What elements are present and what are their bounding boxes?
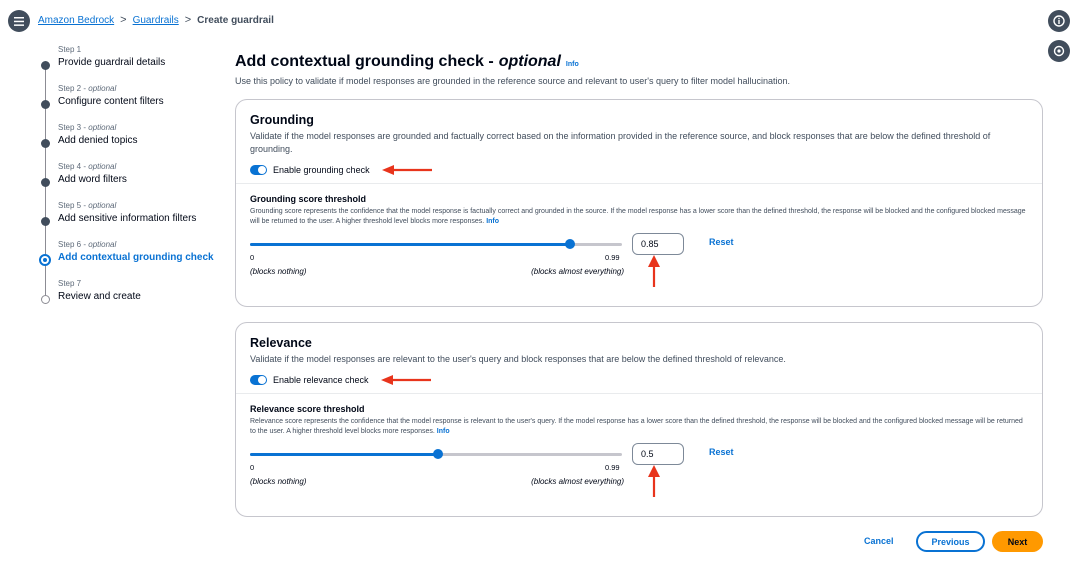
step-item[interactable] (38, 240, 228, 279)
relevance-threshold-description: Relevance score represents the confidence that the model response is relevant to the user's query. If the model response has a lower score than the defined threshold, the response will be blocked and the configured blocked message will be returned to the user. A higher threshold level blocks more responses. Info (250, 418, 1023, 435)
grounding-title: Grounding (250, 113, 314, 127)
wizard-steps (38, 45, 228, 318)
info-circle-icon (1053, 15, 1065, 27)
grounding-slider[interactable] (250, 243, 622, 246)
info-panel-button[interactable] (1048, 10, 1070, 32)
grounding-threshold-input[interactable] (632, 233, 684, 255)
badge-icon (1053, 45, 1065, 57)
slider-max-caption: (blocks almost everything) (531, 267, 624, 276)
notifications-button[interactable] (1048, 40, 1070, 62)
breadcrumb-separator: > (184, 14, 192, 26)
slider-max-label: 0.99 (605, 253, 620, 262)
step-number: Step 7 (58, 279, 82, 288)
relevance-panel (235, 322, 1043, 517)
grounding-panel (235, 99, 1043, 307)
annotation-arrow-left (381, 375, 431, 385)
relevance-toggle[interactable] (250, 375, 267, 385)
relevance-slider[interactable] (250, 453, 622, 456)
slider-min-caption: (blocks nothing) (250, 477, 307, 486)
step-number: Step 4 - optional (58, 162, 117, 171)
annotation-arrow-up (648, 465, 660, 497)
step-title: Add word filters (58, 174, 127, 185)
grounding-reset-link[interactable]: Reset (709, 237, 734, 247)
relevance-slider-thumb[interactable] (433, 449, 443, 459)
relevance-reset-link[interactable]: Reset (709, 447, 734, 457)
step-title: Add denied topics (58, 135, 138, 146)
step-indicator-icon (41, 139, 50, 148)
cancel-button[interactable]: Cancel (864, 536, 894, 546)
breadcrumb (38, 14, 274, 26)
step-title: Review and create (58, 291, 141, 302)
step-title: Add sensitive information filters (58, 213, 197, 224)
breadcrumb-separator: > (120, 14, 127, 26)
step-item[interactable] (38, 123, 228, 162)
step-number: Step 2 - optional (58, 84, 117, 93)
grounding-threshold-title: Grounding score threshold (250, 194, 367, 204)
breadcrumb-current: Create guardrail (197, 14, 274, 26)
step-number: Step 5 - optional (58, 201, 117, 210)
step-item[interactable] (38, 162, 228, 201)
step-indicator-icon (41, 178, 50, 187)
step-title: Configure content filters (58, 96, 164, 107)
step-indicator-icon (41, 100, 50, 109)
step-title: Provide guardrail details (58, 57, 166, 68)
step-indicator-icon (41, 61, 50, 70)
slider-min-label: 0 (250, 463, 255, 472)
grounding-slider-thumb[interactable] (565, 239, 575, 249)
menu-button[interactable] (8, 10, 30, 32)
step-indicator-icon (39, 254, 51, 266)
info-link[interactable]: Info (565, 61, 579, 68)
step-number: Step 1 (58, 45, 82, 54)
step-indicator-icon (41, 217, 50, 226)
relevance-threshold-input[interactable] (632, 443, 684, 465)
grounding-slider-fill (250, 243, 570, 246)
info-link[interactable]: Info (486, 218, 500, 225)
slider-max-label: 0.99 (605, 463, 620, 472)
hamburger-icon (14, 17, 24, 26)
step-item (38, 279, 228, 318)
grounding-toggle[interactable] (250, 165, 267, 175)
annotation-arrow-up (648, 255, 660, 287)
previous-button[interactable]: Previous (916, 531, 985, 552)
relevance-slider-fill (250, 453, 438, 456)
relevance-threshold-title: Relevance score threshold (250, 404, 365, 414)
breadcrumb-amazon-bedrock[interactable]: Amazon Bedrock (38, 14, 115, 26)
slider-min-caption: (blocks nothing) (250, 267, 307, 276)
relevance-title: Relevance (250, 336, 312, 350)
info-link[interactable]: Info (436, 428, 450, 435)
step-number: Step 6 - optional (58, 240, 117, 249)
slider-max-caption: (blocks almost everything) (531, 477, 624, 486)
breadcrumb-guardrails[interactable]: Guardrails (132, 14, 179, 26)
step-item[interactable] (38, 201, 228, 240)
step-item[interactable] (38, 45, 228, 84)
grounding-toggle-label: Enable grounding check (273, 165, 370, 175)
grounding-threshold-description: Grounding score represents the confidence that the model response is factually correct and grounded in the source. If the model response has a lower score than the defined threshold, the response will be blocked and the configured blocked message will be returned to the user. A higher threshold level blocks more responses. Info (250, 208, 1026, 225)
relevance-description: Validate if the model responses are relevant to the user's query and block responses that are below the defined threshold of relevance. (250, 354, 786, 364)
step-title: Add contextual grounding check (58, 252, 214, 263)
relevance-toggle-label: Enable relevance check (273, 375, 369, 385)
annotation-arrow-left (382, 165, 432, 175)
step-number: Step 3 - optional (58, 123, 117, 132)
page-description: Use this policy to validate if model responses are grounded in the reference source and relevant to user's query to filter model hallucination. (235, 76, 791, 86)
page-title: Add contextual grounding check - optional Info (235, 53, 579, 70)
grounding-description: Validate if the model responses are grounded and factually correct based on the information provided in the reference source, and block responses that are below the defined threshold of grounding. (250, 131, 991, 154)
step-indicator-icon (41, 295, 50, 304)
next-button[interactable]: Next (992, 531, 1043, 552)
slider-min-label: 0 (250, 253, 255, 262)
step-item[interactable] (38, 84, 228, 123)
